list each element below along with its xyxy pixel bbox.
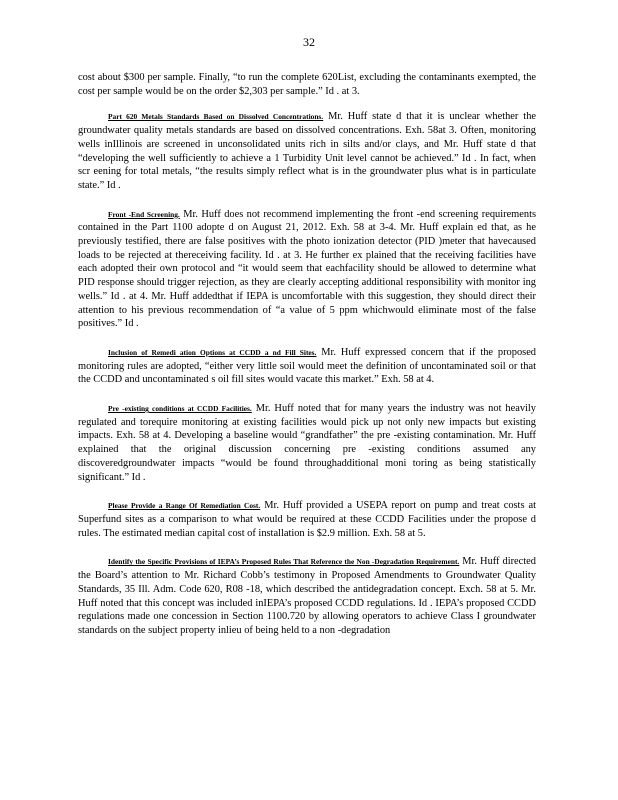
section-heading: Part 620 Metals Standards Based on Dissolved Concentrations. (108, 112, 324, 122)
section-heading: Inclusion of Remedi ation Options at CCDD a nd Fill Sites. (108, 347, 317, 357)
document-body (78, 71, 536, 653)
section-heading: Pre -existing conditions at CCDD Facilities. (108, 404, 252, 414)
paragraph-metals-standards (78, 110, 536, 192)
section-heading: Front -End Screening. (108, 209, 180, 219)
paragraph-text: Mr. Huff noted that for many years the industry was not heavily regulated and torequire monitoring at existing facilities would pick up not only new impacts but existing impacts. Exh. 58 at 4. Developing a baseline would “grandfather” the pre -existing contamination. Mr. Huff explained that the original discussion concerning pre -existing conditions assumed any discoveredgroundwater impacts “would be found throughadditional moni toring as being statistically significant.” Id . (78, 403, 536, 483)
paragraph-text: Mr. Huff does not recommend implementing the front -end screening requirements contained in the Part 1100 adopte d on August 21, 2012. Exh. 58 at 3-4. Mr. Huff explain ed that, as he previously testified, there are false positives with the photo ionization detector (PID )meter that havecaused loads to be rejected at thereceiving facility. Id . at 3. He further ex plained that the receiving facilities have each adopted their own protocol and “it would seem that eachfacility should be allowed to determine what PID response should trigger rejection, as they are clearly accepting additional responsibility with monitor ing wells.” Id . at 4. Mr. Huff addedthat if IEPA is uncomfortable with this suggestion, they should direct their attention to his previous recommendation of “a value of 5 ppm whichwould eliminate most of the false positives.” Id . (78, 208, 536, 330)
paragraph-cost-continuation (78, 71, 536, 98)
paragraph-non-degradation (78, 555, 536, 637)
paragraph-text: Mr. Huff expressed concern that if the proposed monitoring rules are adopted, “either very little soil would meet the definition of uncontaminated soil or that the CCDD and uncontaminated s oil fill sites would vacate this market.” Exh. 58 at 4. (78, 346, 536, 386)
paragraph-text: cost about $300 per sample. Finally, “to run the complete 620List, excluding the contaminants exempted, the cost per sample would be on the order $2,303 per sample.” Id . at 3. (78, 72, 536, 97)
section-heading: Identify the Specific Provisions of IEPA’s Proposed Rules That Reference the Non -Degradation Requirement. (108, 557, 460, 567)
paragraph-text: Mr. Huff state d that it is unclear whether the groundwater quality metals standards are based on dissolved concentrations. Exh. 58at 3. Often, monitoring wells inIllinois are screened in unconsolidated units rich in silts and/or clays, and Mr. Huff state d that “developing the well sufficiently to achieve a 1 Turbidity Unit level cannot be achieved.” Id . In fact, when scr eening for total metals, “the results simply reflect what is in the groundwater plus what is in particulate state.” Id . (78, 111, 536, 191)
paragraph-text: Mr. Huff provided a USEPA report on pump and treat costs at Superfund sites as a comparison to what would be required at these CCDD Facilities under the propose d rules. The estimated median capital cost of installation is $2.9 million. Exh. 58 at 5. (78, 500, 536, 539)
paragraph-text: Mr. Huff directed the Board’s attention to Mr. Richard Cobb’s testimony in Proposed Amendments to Groundwater Quality Standards, 35 Ill. Adm. Code 620, R08 -18, which described the antidegradation concept. Exch. 58 at 5. Mr. Huff noted that this concept was included inIEPA’s proposed CCDD regulations. Id . IEPA’s proposed CCDD regulations made one concession in Section 1100.720 by allowing operators to achieve Class I groundwater standards on the subject property inlieu of being held to a non -degradation (78, 556, 536, 636)
page-number: 32 (303, 35, 315, 49)
paragraph-front-end-screening (78, 208, 536, 331)
paragraph-remediation-options (78, 346, 536, 387)
paragraph-pre-existing-conditions (78, 402, 536, 484)
section-heading: Please Provide a Range Of Remediation Cost. (108, 501, 261, 511)
paragraph-remediation-cost (78, 499, 536, 540)
